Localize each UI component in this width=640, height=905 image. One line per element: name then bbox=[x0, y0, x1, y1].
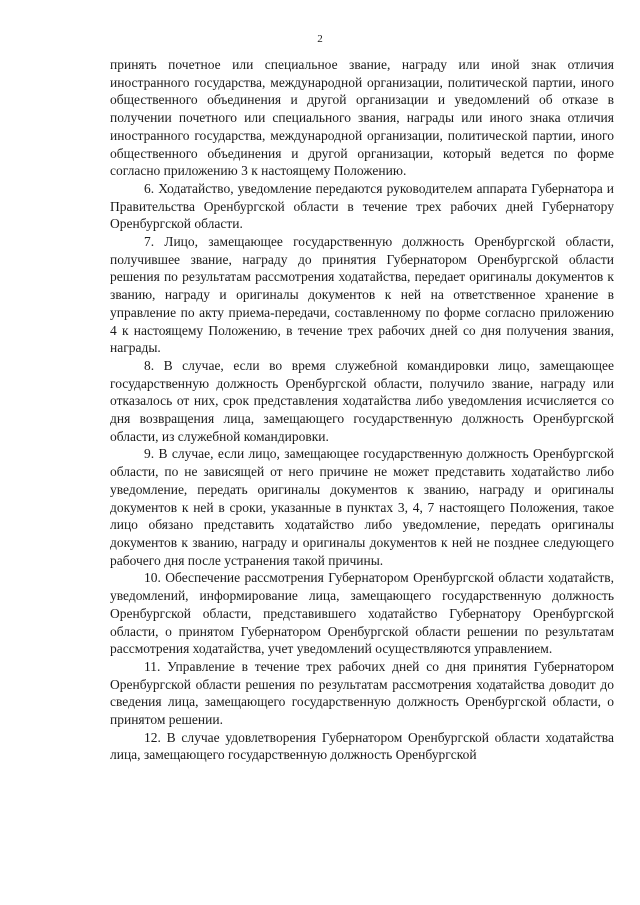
paragraph-7: 7. Лицо, замещающее государственную должность Оренбургской области, получившее звание, награду до принятия Губернатором Оренбургской области решения по результатам рассмотрения ходатайства, передает оригиналы документов к званию, награду и оригиналы документов к ней на ответственное хранение в управление по акту приема-передачи, составленному по форме согласно приложению 4 к настоящему Положению, в течение трех рабочих дней со дня получения звания, награды. bbox=[110, 234, 614, 356]
paragraph-10: 10. Обеспечение рассмотрения Губернатором Оренбургской области ходатайств, уведомлений, информирование лица, замещающего государственную должность Оренбургской области, представившего ходатайство Губернатору Оренбургской области, о принятом Губернатором Оренбургской области решении по результатам рассмотрения ходатайства, учет уведомлений осуществляются управлением. bbox=[110, 570, 614, 657]
paragraph-11: 11. Управление в течение трех рабочих дней со дня принятия Губернатором Оренбургской области решения по результатам рассмотрения ходатайства доводит до сведения лица, замещающего государственную должность Оренбургской области, о принятом решении. bbox=[110, 658, 614, 728]
paragraph-12: 12. В случае удовлетворения Губернатором Оренбургской области ходатайства лица, замещающего государственную должность Оренбургской bbox=[110, 729, 614, 763]
paragraph-6: 6. Ходатайство, уведомление передаются руководителем аппарата Губернатора и Правительства Оренбургской области в течение трех рабочих дней Губернатору Оренбургской области. bbox=[110, 180, 614, 232]
document-body bbox=[110, 56, 614, 764]
paragraph-8: 8. В случае, если во время служебной командировки лицо, замещающее государственную должность Оренбургской области, получило звание, награду или отказалось от них, срок представления ходатайства либо уведомления исчисляется со дня возвращения лица, замещающего государственную должность Оренбургской области, из служебной командировки. bbox=[110, 357, 614, 444]
paragraph-9: 9. В случае, если лицо, замещающее государственную должность Оренбургской области, по не зависящей от него причине не может представить ходатайство либо уведомление, передать оригиналы документов к званию, награду и оригиналы документов к ней в сроки, указанные в пунктах 3, 4, 7 настоящего Положения, такое лицо обязано представить ходатайство либо уведомление, передать оригиналы документов к званию, награду и оригиналы документов к ней не позднее следующего рабочего дня после устранения такой причины. bbox=[110, 446, 614, 568]
page-number: 2 bbox=[317, 33, 323, 45]
paragraph-continued: принять почетное или специальное звание, награду или иной знак отличия иностранного государства, международной организации, политической партии, иного общественного объединения и другой организации и уведомлений об отказе в получении почетного или специального звания, награды или иного знака отличия иностранного государства, международной организации, политической партии, иного общественного объединения и другой организации, который ведется по форме согласно приложению 3 к настоящему Положению. bbox=[110, 57, 614, 179]
